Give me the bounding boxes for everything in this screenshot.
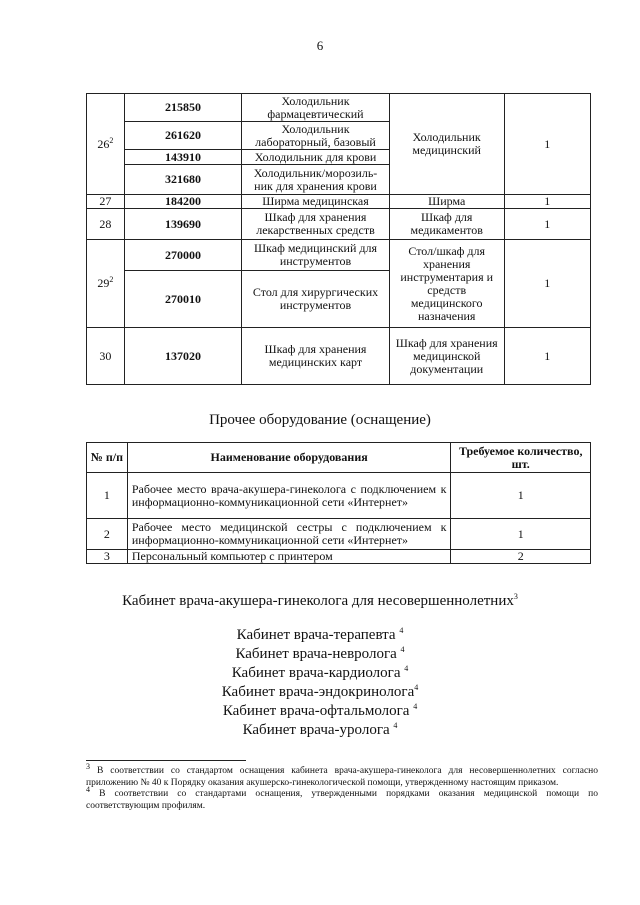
row-number: 2: [87, 519, 128, 550]
generic-name: Шкаф для хранения медицинской документации: [389, 328, 504, 385]
generic-name: Шкаф для медикаментов: [389, 209, 504, 240]
equipment-table: [86, 93, 591, 385]
cabinet-list: [0, 626, 640, 740]
quantity: 1: [504, 94, 590, 195]
equipment-name: Холодильник лабораторный, базовый: [242, 122, 390, 150]
row-number: 30: [87, 328, 125, 385]
cabinet-minors-heading: Кабинет врача-акушера-гинеколога для несовершеннолетних$^3$: [122, 592, 518, 609]
equipment-name: Холодильник фармацевтический: [242, 94, 390, 122]
footnote: $^4$ В соответствии со стандартами оснащения, утвержденными порядками оказания медицинской помощи по соответствующим профилям.: [86, 784, 598, 811]
equipment-code: 270000: [124, 240, 241, 271]
row-number: 3: [87, 550, 128, 564]
row-number: $26^2$: [87, 94, 125, 195]
equipment-name: Холодильник/морозиль-ник для хранения крови: [242, 165, 390, 195]
header-name: Наименование оборудования: [127, 443, 451, 473]
equipment-name: Шкаф для хранения лекарственных средств: [242, 209, 390, 240]
equipment-code: 137020: [124, 328, 241, 385]
equipment-code: 261620: [124, 122, 241, 150]
quantity: 1: [504, 328, 590, 385]
row-number: 1: [87, 473, 128, 519]
equipment-code: 215850: [124, 94, 241, 122]
quantity: 1: [504, 240, 590, 328]
quantity: 1: [451, 473, 591, 519]
equipment-code: 321680: [124, 165, 241, 195]
equipment-name: Рабочее место медицинской сестры с подключением к информационно-коммуникационной сети «Интернет»: [127, 519, 451, 550]
equipment-code: 184200: [124, 195, 241, 209]
table-row: [87, 473, 591, 519]
footnote-divider: [86, 760, 246, 761]
equipment-name: Шкаф для хранения медицинских карт: [242, 328, 390, 385]
cabinet-item: Кабинет врача-эндокринолога$^4$: [221, 683, 419, 700]
table-row: [87, 550, 591, 564]
cabinet-item: Кабинет врача-терапевта $^4$: [236, 626, 404, 643]
table-row: [87, 519, 591, 550]
row-number: 28: [87, 209, 125, 240]
row-number: $29^2$: [87, 240, 125, 328]
cabinet-item: Кабинет врача-уролога $^4$: [242, 721, 398, 738]
cabinet-item: Кабинет врача-невролога $^4$: [235, 645, 405, 662]
quantity: 2: [451, 550, 591, 564]
equipment-name: Холодильник для крови: [242, 150, 390, 165]
generic-name: Стол/шкаф для хранения инструментария и средств медицинского назначения: [389, 240, 504, 328]
quantity: 1: [451, 519, 591, 550]
section-title: Прочее оборудование (оснащение): [209, 412, 431, 428]
quantity: 1: [504, 209, 590, 240]
other-equipment-table: [86, 442, 591, 564]
generic-name: Ширма: [389, 195, 504, 209]
footnotes: [86, 761, 599, 812]
equipment-name: Шкаф медицинский для инструментов: [242, 240, 390, 271]
cabinet-item: Кабинет врача-кардиолога $^4$: [231, 664, 409, 681]
equipment-name: Ширма медицинская: [242, 195, 390, 209]
footnote: $^3$ В соответствии со стандартом оснащения кабинета врача-акушера-гинеколога для несовершеннолетних согласно приложению № 40 к Порядку оказания акушерско-гинекологической помощи, утвержденному настоящим приказом.: [86, 761, 599, 788]
equipment-code: 270010: [124, 271, 241, 328]
header-number: № п/п: [87, 443, 128, 473]
generic-name: Холодильник медицинский: [389, 94, 504, 195]
cabinet-item: Кабинет врача-офтальмолога $^4$: [222, 702, 418, 719]
page-number: 6: [316, 38, 324, 53]
equipment-name: Персональный компьютер с принтером: [127, 550, 451, 564]
equipment-code: 143910: [124, 150, 241, 165]
header-quantity: Требуемое количество, шт.: [451, 443, 591, 473]
equipment-name: Стол для хирургических инструментов: [242, 271, 390, 328]
row-number: 27: [87, 195, 125, 209]
quantity: 1: [504, 195, 590, 209]
equipment-code: 139690: [124, 209, 241, 240]
equipment-name: Рабочее место врача-акушера-гинеколога с подключением к информационно-коммуникационной сети «Интернет»: [127, 473, 451, 519]
